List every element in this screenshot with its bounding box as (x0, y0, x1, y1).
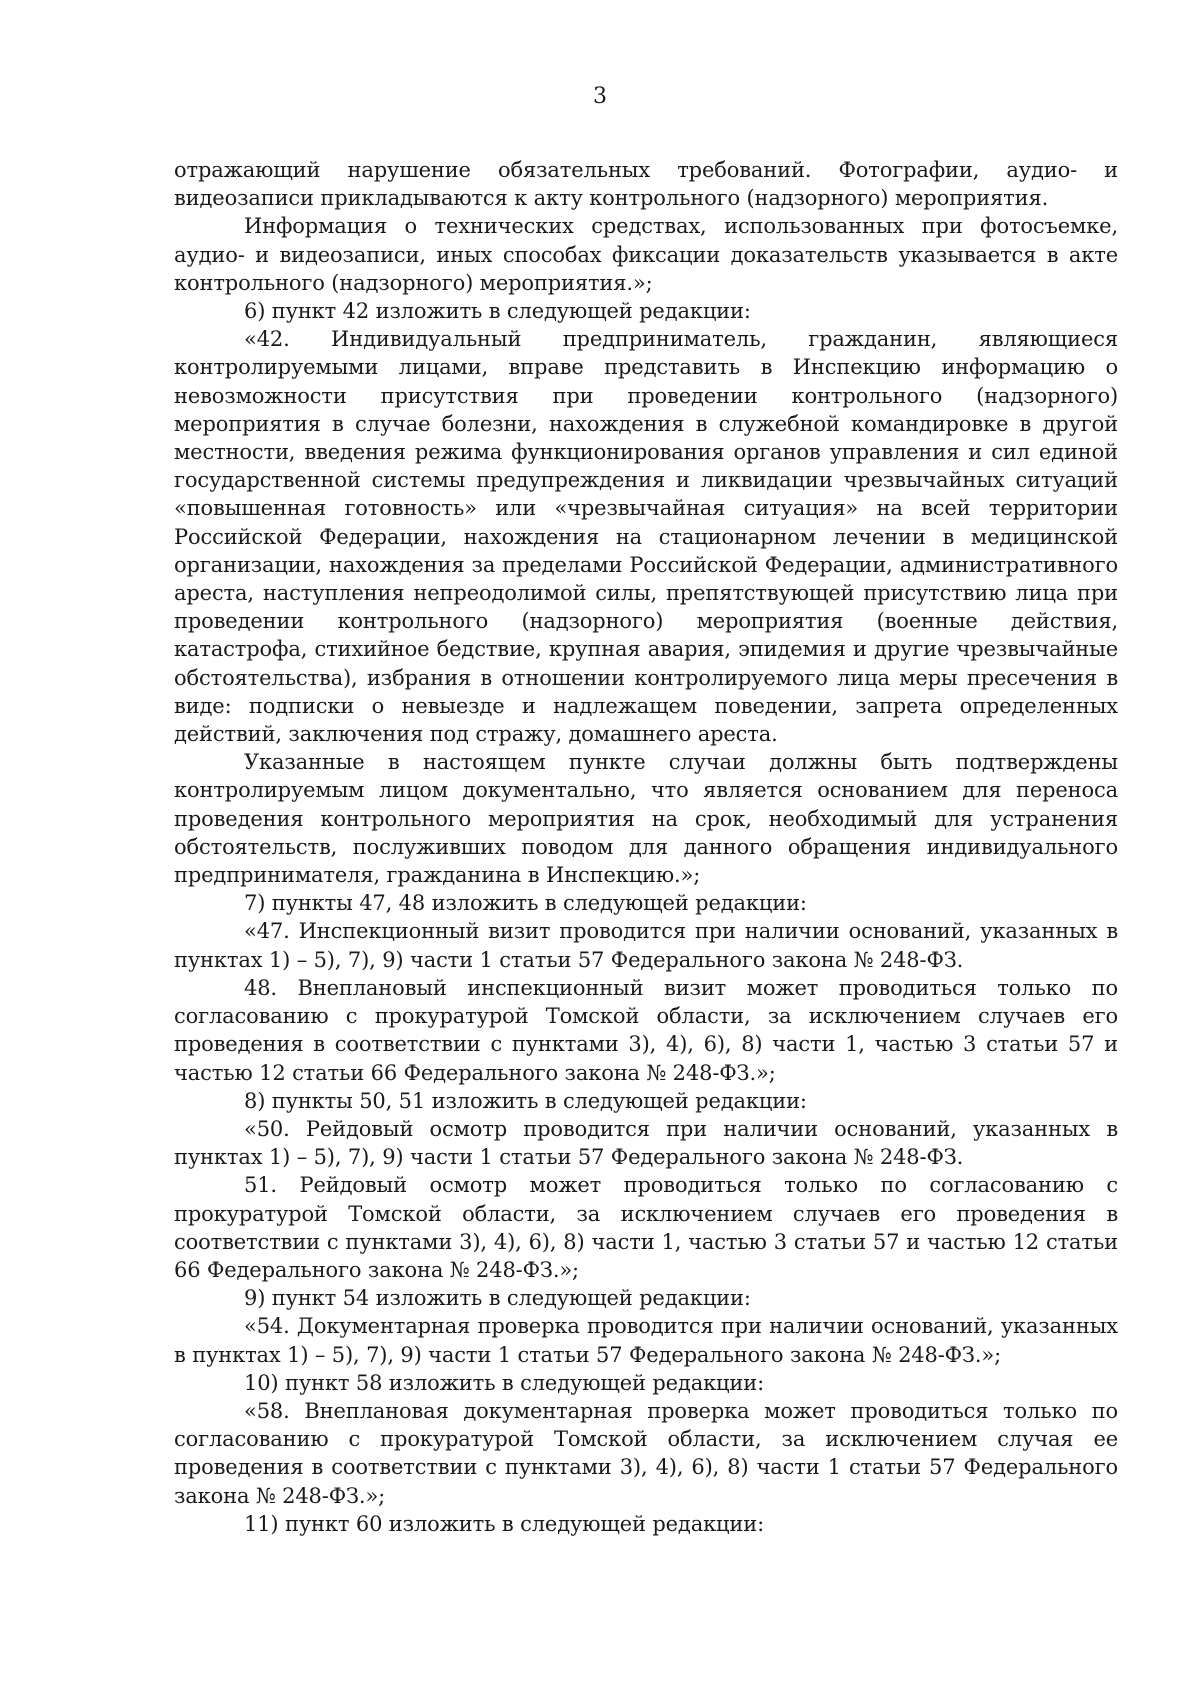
paragraph: Информация о технических средствах, использованных при фотосъемке, аудио- и видеозаписи, иных способах фиксации доказательств указывается в акте контрольного (надзорного) мероприятия.»; (174, 214, 1118, 295)
amendment-item: 9) пункт 54 изложить в следующей редакции: (244, 1286, 751, 1311)
amendment-item: 6) пункт 42 изложить в следующей редакции: (244, 299, 751, 324)
paragraph: «42. Индивидуальный предприниматель, гражданин, являющиеся контролируемыми лицами, вправе представить в Инспекцию информацию о невозможности присутствия при проведении контрольного (надзорного) мероприятия в случае болезни, нахождения в служебной командировке в другой местности, введения режима функционирования органов управления и сил единой государственной системы предупреждения и ликвидации чрезвычайных ситуаций «повышенная готовность» или «чрезвычайная ситуация» на всей территории Российской Федерации, нахождения на стационарном лечении в медицинской организации, нахождения за пределами Российской Федерации, административного ареста, наступления непреодолимой силы, препятствующей присутствию лица при проведении контрольного (надзорного) мероприятия (военные действия, катастрофа, стихийное бедствие, крупная авария, эпидемия и другие чрезвычайные обстоятельства), избрания в отношении контролируемого лица меры пресечения в виде: подписки о невыезде и надлежащем поведении, запрета определенных действий, заключения под стражу, домашнего ареста. (174, 327, 1118, 747)
amendment-item: 11) пункт 60 изложить в следующей редакции: (244, 1511, 765, 1536)
paragraph: отражающий нарушение обязательных требований. Фотографии, аудио- и видеозаписи прикладываются к акту контрольного (надзорного) мероприятия. (174, 158, 1118, 211)
document-body (174, 156, 1118, 1538)
paragraph: «58. Внеплановая документарная проверка может проводиться только по согласованию с прокуратурой Томской области, за исключением случая ее проведения в соответствии с пунктами 3), 4), 6), 8) части 1 статьи 57 Федерального закона № 248-ФЗ.»; (174, 1398, 1118, 1508)
page-number: 3 (593, 84, 607, 109)
paragraph: 51. Рейдовый осмотр может проводиться только по согласованию с прокуратурой Томской области, за исключением случаев его проведения в соответствии с пунктами 3), 4), 6), 8) части 1, частью 3 статьи 57 и частью 12 статьи 66 Федерального закона № 248-ФЗ.»; (174, 1173, 1118, 1282)
amendment-item: 7) пункты 47, 48 изложить в следующей редакции: (244, 891, 807, 916)
paragraph: «47. Инспекционный визит проводится при наличии оснований, указанных в пунктах 1) – 5), 7), 9) части 1 статьи 57 Федерального закона № 248-ФЗ. (174, 919, 1118, 972)
paragraph: Указанные в настоящем пункте случаи должны быть подтверждены контролируемым лицом документально, что является основанием для переноса проведения контрольного мероприятия на срок, необходимый для устранения обстоятельств, послуживших поводом для данного обращения индивидуального предпринимателя, гражданина в Инспекцию.»; (174, 750, 1118, 888)
amendment-item: 10) пункт 58 изложить в следующей редакции: (244, 1370, 765, 1395)
paragraph: «54. Документарная проверка проводится при наличии оснований, указанных в пунктах 1) – 5), 7), 9) части 1 статьи 57 Федерального закона № 248-ФЗ.»; (174, 1314, 1118, 1367)
amendment-item: 8) пункты 50, 51 изложить в следующей редакции: (244, 1088, 807, 1113)
paragraph: 48. Внеплановый инспекционный визит может проводиться только по согласованию с прокуратурой Томской области, за исключением случаев его проведения в соответствии с пунктами 3), 4), 6), 8) части 1, частью 3 статьи 57 и частью 12 статьи 66 Федерального закона № 248-ФЗ.»; (174, 975, 1118, 1085)
paragraph: «50. Рейдовый осмотр проводится при наличии оснований, указанных в пунктах 1) – 5), 7), 9) части 1 статьи 57 Федерального закона № 248-ФЗ. (174, 1116, 1118, 1170)
